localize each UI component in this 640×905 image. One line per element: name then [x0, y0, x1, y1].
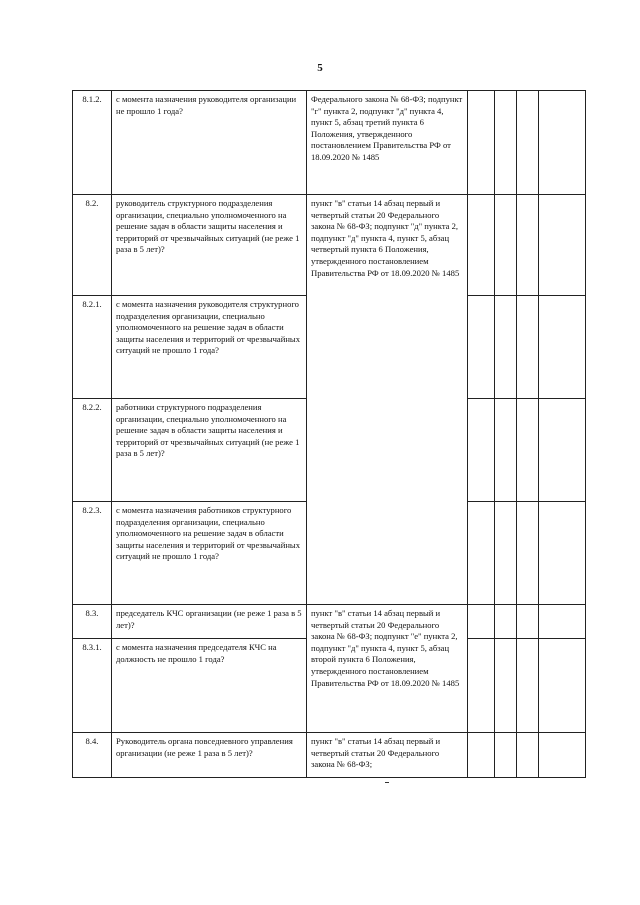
- row-number: 8.1.2.: [73, 91, 112, 195]
- answer-cell-na[interactable]: [517, 502, 539, 605]
- answer-cell-yes[interactable]: [468, 296, 495, 399]
- answer-cell-na[interactable]: [517, 605, 539, 639]
- answer-cell-yes[interactable]: [468, 733, 495, 778]
- answer-cell-no[interactable]: [495, 296, 517, 399]
- question-text: работники структурного подразделения организации, специально уполномоченного на решение задач в области защиты населения и территорий от чрезвычайных ситуаций (не реже 1 раза в 5 лет)?: [112, 399, 307, 502]
- notes-cell[interactable]: [539, 639, 586, 733]
- notes-cell[interactable]: [539, 195, 586, 296]
- scan-mark: [385, 782, 389, 783]
- answer-cell-na[interactable]: [517, 195, 539, 296]
- answer-cell-no[interactable]: [495, 91, 517, 195]
- legal-reference: Федерального закона № 68-ФЗ; подпункт "г" пункта 2, подпункт "д" пункта 4, пункт 5, абзац третий пункта 6 Положения, утвержденного постановлением Правительства РФ от 18.09.2020 № 1485: [307, 91, 468, 195]
- question-text: руководитель структурного подразделения организации, специально уполномоченного на решение задач в области защиты населения и территорий от чрезвычайных ситуаций (не реже 1 раза в 5 лет)?: [112, 195, 307, 296]
- notes-cell[interactable]: [539, 733, 586, 778]
- answer-cell-no[interactable]: [495, 605, 517, 639]
- answer-cell-yes[interactable]: [468, 502, 495, 605]
- legal-reference: пункт "в" статьи 14 абзац первый и четвертый статьи 20 Федерального закона № 68-ФЗ; подпункт "д" пункта 2, подпункт "д" пункта 4, пункт 5, абзац четвертый пункта 6 Положения, утвержденного постановлением Правительства РФ от 18.09.2020 № 1485: [307, 195, 468, 605]
- notes-cell[interactable]: [539, 605, 586, 639]
- answer-cell-na[interactable]: [517, 399, 539, 502]
- answer-cell-na[interactable]: [517, 733, 539, 778]
- notes-cell[interactable]: [539, 399, 586, 502]
- row-number: 8.2.1.: [73, 296, 112, 399]
- answer-cell-no[interactable]: [495, 639, 517, 733]
- table-row: [73, 605, 586, 639]
- answer-cell-yes[interactable]: [468, 91, 495, 195]
- table-row: [73, 195, 586, 296]
- answer-cell-no[interactable]: [495, 399, 517, 502]
- question-text: Руководитель органа повседневного управления организации (не реже 1 раза в 5 лет)?: [112, 733, 307, 778]
- answer-cell-yes[interactable]: [468, 195, 495, 296]
- question-text: с момента назначения работников структурного подразделения организации, специально уполномоченного на решение задач в области защиты населения и территорий от чрезвычайных ситуаций не прошло 1 года?: [112, 502, 307, 605]
- row-number: 8.3.1.: [73, 639, 112, 733]
- checklist-table: [72, 90, 586, 778]
- notes-cell[interactable]: [539, 91, 586, 195]
- notes-cell[interactable]: [539, 502, 586, 605]
- question-text: с момента назначения руководителя организации не прошло 1 года?: [112, 91, 307, 195]
- row-number: 8.2.: [73, 195, 112, 296]
- question-text: с момента назначения руководителя структурного подразделения организации, специально уполномоченного на решение задач в области защиты населения и территорий от чрезвычайных ситуаций не прошло 1 года?: [112, 296, 307, 399]
- answer-cell-no[interactable]: [495, 502, 517, 605]
- answer-cell-na[interactable]: [517, 639, 539, 733]
- answer-cell-na[interactable]: [517, 296, 539, 399]
- page-number: 5: [317, 62, 323, 74]
- row-number: 8.4.: [73, 733, 112, 778]
- answer-cell-no[interactable]: [495, 195, 517, 296]
- row-number: 8.2.3.: [73, 502, 112, 605]
- answer-cell-yes[interactable]: [468, 605, 495, 639]
- row-number: 8.2.2.: [73, 399, 112, 502]
- question-text: с момента назначения председателя КЧС на должность не прошло 1 года?: [112, 639, 307, 733]
- answer-cell-na[interactable]: [517, 91, 539, 195]
- legal-reference: пункт "в" статьи 14 абзац первый и четвертый статьи 20 Федерального закона № 68-ФЗ; подпункт "е" пункта 2, подпункт "д" пункта 4, пункт 5, абзац второй пункта 6 Положения, утвержденного постановлением Правительства РФ от 18.09.2020 № 1485: [307, 605, 468, 733]
- row-number: 8.3.: [73, 605, 112, 639]
- legal-reference: пункт "в" статьи 14 абзац первый и четвертый статьи 20 Федерального закона № 68-ФЗ;: [307, 733, 468, 778]
- question-text: председатель КЧС организации (не реже 1 раза в 5 лет)?: [112, 605, 307, 639]
- answer-cell-yes[interactable]: [468, 399, 495, 502]
- table-row: [73, 733, 586, 778]
- table-row: [73, 91, 586, 195]
- notes-cell[interactable]: [539, 296, 586, 399]
- answer-cell-no[interactable]: [495, 733, 517, 778]
- answer-cell-yes[interactable]: [468, 639, 495, 733]
